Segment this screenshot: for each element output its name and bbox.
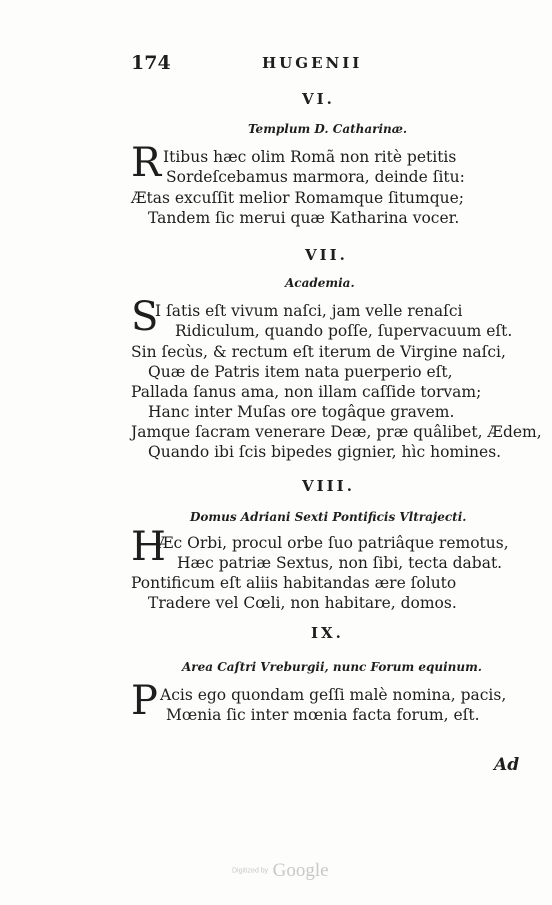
running-title: HUGENII	[262, 54, 363, 72]
verse-line: Sin ſecùs, & rectum eſt iterum de Virgine naſci,	[131, 343, 506, 361]
verse-line: Ætas excuſſit melior Romamque ſitumque;	[131, 189, 465, 207]
section-number: VII.	[305, 246, 348, 264]
section-subtitle: Templum D. Catharinæ.	[248, 122, 408, 136]
page-number: 174	[131, 52, 171, 74]
watermark-brand: Google	[272, 860, 329, 881]
section-subtitle: Domus Adriani Sexti Pontificis Vltrajecti.	[190, 510, 467, 524]
verse-line: Mœnia ſic inter mœnia facta forum, eſt.	[166, 706, 480, 724]
drop-cap: H	[131, 524, 166, 570]
verse-line: Ridiculum, quando poſſe, ſupervacuum eſt.	[175, 322, 513, 340]
section-subtitle: Academia.	[285, 276, 355, 290]
verse-line: Sordeſcebamus marmora, deinde ſitu:	[166, 168, 465, 186]
section-number: IX.	[311, 624, 344, 642]
verse-line: Pontificum eſt aliis habitandas ære ſoluto	[131, 574, 457, 592]
verse-line: Tradere vel Cœli, non habitare, domos.	[148, 594, 457, 612]
section-number: VI.	[302, 90, 335, 108]
section-subtitle: Area Caſtri Vreburgii, nunc Forum equinum.	[182, 660, 482, 674]
catchword: Ad	[494, 755, 520, 775]
section-number: VIII.	[302, 477, 355, 495]
verse-line: Pallada ſanus ama, non illam caſſide torvam;	[131, 383, 482, 401]
verse-line: Itibus hæc olim Romã non ritè petitis	[163, 148, 457, 166]
verse-line: Jamque ſacram venerare Deæ, præ quâlibet, Ædem,	[131, 423, 542, 441]
verse-line: Hanc inter Muſas ore togâque gravem.	[148, 403, 455, 421]
verse-line: Quæ de Patris item nata puerperio eſt,	[148, 363, 453, 381]
verse-line: Hæc patriæ Sextus, non ſibi, tecta dabat.	[177, 554, 503, 572]
watermark-prefix: Digitized by	[232, 867, 269, 875]
verse-line: Acis ego quondam geſſi malè nomina, pacis,	[160, 686, 507, 704]
drop-cap: P	[131, 678, 158, 724]
verse-line: Quando ibi ſcis bipedes gignier, hìc homines.	[148, 443, 502, 461]
digitized-watermark	[232, 860, 329, 882]
verse-line: I ſatis eſt vivum naſci, jam velle renaſci	[155, 302, 463, 320]
drop-cap: S	[131, 294, 159, 340]
verse-line: Æc Orbi, procul orbe ſuo patriâque remotus,	[158, 534, 509, 552]
drop-cap: R	[131, 140, 162, 186]
verse-line: Tandem ſic merui quæ Katharina vocer.	[148, 209, 460, 227]
